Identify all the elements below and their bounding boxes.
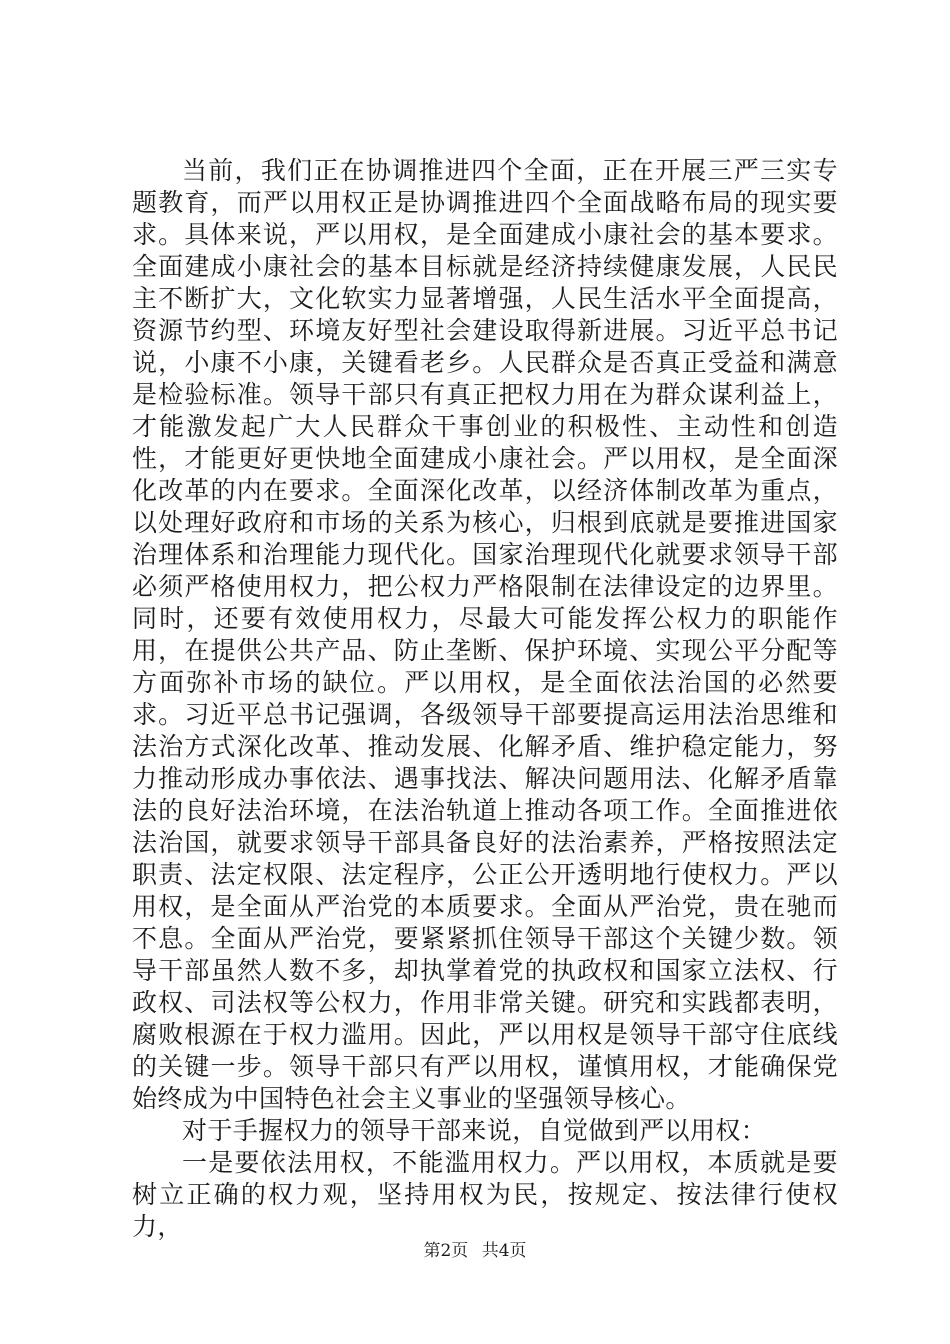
paragraph-point-one: 一是要依法用权，不能滥用权力。严以用权，本质就是要树立正确的权力观，坚持用权为民，按规定、按法律行使权力， bbox=[132, 1148, 838, 1241]
paragraph-main: 当前，我们正在协调推进四个全面，正在开展三严三实专题教育，而严以用权正是协调推进四个全面战略布局的现实要求。具体来说，严以用权，是全面建成小康社会的基本要求。全面建成小康社会的基本目标就是经济持续健康发展，人民民主不断扩大，文化软实力显著增强，人民生活水平全面提高，资源节约型、环境友好型社会建设取得新进展。习近平总书记说，小康不小康，关键看老乡。人民群众是否真正受益和满意是检验标准。领导干部只有真正把权力用在为群众谋利益上，才能激发起广大人民群众干事创业的积极性、主动性和创造性，才能更好更快地全面建成小康社会。严以用权，是全面深化改革的内在要求。全面深化改革，以经济体制改革为重点，以处理好政府和市场的关系为核心，归根到底就是要推进国家治理体系和治理能力现代化。国家治理现代化就要求领导干部必须严格使用权力，把公权力严格限制在法律设定的边界里。同时，还要有效使用权力，尽最大可能发挥公权力的职能作用，在提供公共产品、防止垄断、保护环境、实现公平分配等方面弥补市场的缺位。严以用权，是全面依法治国的必然要求。习近平总书记强调，各级领导干部要提高运用法治思维和法治方式深化改革、推动发展、化解矛盾、维护稳定能力，努力推动形成办事依法、遇事找法、解决问题用法、化解矛盾靠法的良好法治环境，在法治轨道上推动各项工作。全面推进依法治国，就要求领导干部具备良好的法治素养，严格按照法定职责、法定权限、法定程序，公正公开透明地行使权力。严以用权，是全面从严治党的本质要求。全面从严治党，贵在驰而不息。全面从严治党，要紧紧抓住领导干部这个关键少数。领导干部虽然人数不多，却执掌着党的执政权和国家立法权、行政权、司法权等公权力，作用非常关键。研究和实践都表明，腐败根源在于权力滥用。因此，严以用权是领导干部守住底线的关键一步。领导干部只有严以用权，谨慎用权，才能确保党始终成为中国特色社会主义事业的坚强领导核心。 bbox=[132, 156, 838, 1113]
paragraph-intro: 对于手握权力的领导干部来说，自觉做到严以用权： bbox=[182, 1116, 767, 1145]
document-body bbox=[132, 155, 838, 1243]
page-total: 共4页 bbox=[481, 1241, 527, 1261]
page-footer bbox=[0, 1240, 950, 1262]
page-number: 第2页 bbox=[423, 1241, 469, 1261]
